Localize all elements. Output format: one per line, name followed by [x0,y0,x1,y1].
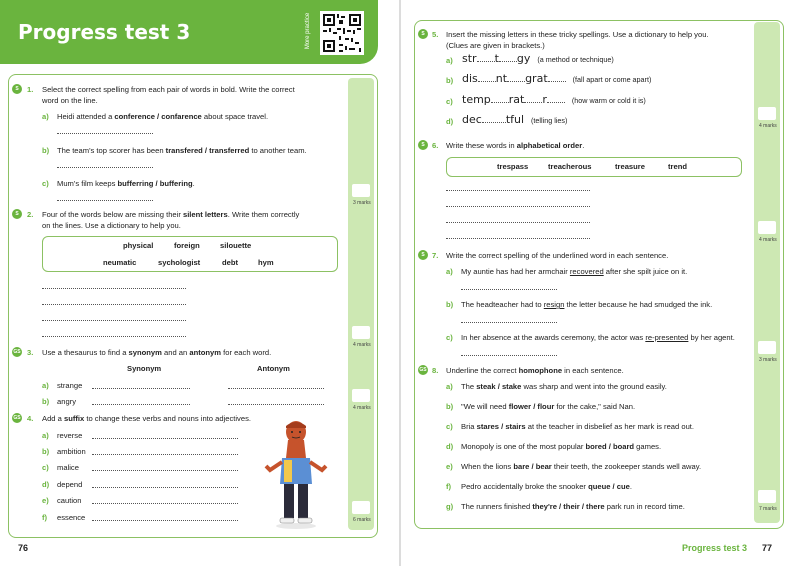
item-sentence[interactable]: The steak / stake was sharp and went into the ground easily. [461,382,667,391]
word-box [446,157,742,177]
skill-badge: S [12,209,22,219]
answer-line[interactable] [461,355,557,356]
word-chip: sychologist [158,258,201,267]
question-instruction: word on the line. [42,96,98,105]
item-letter: e) [446,462,453,471]
answer-line[interactable] [92,520,238,521]
item-sentence: The headteacher had to resign the letter because he had smudged the ink. [461,300,713,309]
question-instruction: Insert the missing letters in these tricky spellings. Use a dictionary to help you. [446,30,709,39]
antonym-answer-line[interactable] [228,388,324,389]
word-chip: foreign [174,241,200,250]
answer-line[interactable] [92,487,238,488]
item-letter: f) [42,513,48,522]
marks-label: 6 marks [353,517,371,523]
marks-label: 3 marks [353,200,371,206]
item-letter: f) [446,482,452,491]
question-instruction: Use a thesaurus to find a synonym and an antonym for each word. [42,348,272,357]
item-letter: c) [446,97,453,106]
answer-line[interactable] [92,503,238,504]
answer-line[interactable] [446,238,590,239]
marks-label: 4 marks [353,342,371,348]
item-letter: d) [42,480,50,489]
item-sentence[interactable]: The runners finished they're / their / there park run in record time. [461,502,685,511]
item-letter: b) [446,300,454,309]
item-letter: d) [446,442,454,451]
answer-line[interactable] [92,470,238,471]
item-letter: a) [42,381,49,390]
synonym-answer-line[interactable] [92,388,190,389]
answer-line[interactable] [42,288,186,289]
item-sentence: In her absence at the awards ceremony, the actor was re-presented by her agent. [461,333,735,342]
item-sentence: My auntie has had her armchair recovered after she spilt juice on it. [461,267,688,276]
marks-box[interactable] [352,184,370,197]
item-letter: b) [42,397,50,406]
item-letter: c) [42,179,49,188]
item-word: caution [57,496,82,505]
answer-line[interactable] [446,190,590,191]
answer-line[interactable] [461,322,557,323]
marks-label: 4 marks [759,123,777,129]
answer-line[interactable] [92,438,238,439]
item-letter: b) [42,146,50,155]
answer-line[interactable] [42,304,186,305]
item-letter: c) [446,422,453,431]
answer-line[interactable] [57,200,153,201]
skill-badge: S [418,140,428,150]
page-number-left: 76 [18,543,29,553]
question-instruction: Underline the correct homophone in each sentence. [446,366,624,375]
skill-badge: S [418,250,428,260]
marks-box[interactable] [352,389,370,402]
item-letter: b) [446,76,454,85]
question-number: 5. [432,30,439,39]
item-word: depend [57,480,83,489]
question-number: 4. [27,414,34,423]
item-sentence: The team's top scorer has been transfered / transferred to another team. [57,146,307,155]
marks-label: 4 marks [353,405,371,411]
marks-label: 4 marks [759,237,777,243]
right-marks-column [754,22,780,523]
item-sentence[interactable]: Pedro accidentally broke the snooker queue / cue. [461,482,632,491]
marks-box[interactable] [758,221,776,234]
item-letter: g) [446,502,454,511]
word-chip: neumatic [103,258,137,267]
word-chip: silouette [220,241,252,250]
word-chip: hym [258,258,274,267]
marks-label: 3 marks [759,357,777,363]
boy-illustration [262,418,330,530]
column-header-antonym: Antonym [257,364,290,373]
marks-box[interactable] [758,341,776,354]
question-instruction: on the lines. Use a dictionary to help you. [42,221,181,230]
word-chip: physical [123,241,154,250]
question-number: 6. [432,141,439,150]
item-letter: d) [446,117,454,126]
item-letter: e) [42,496,49,505]
question-number: 2. [27,210,34,219]
tricky-spelling: dec tful (telling lies) [462,113,568,126]
item-word: essence [57,513,86,522]
item-sentence[interactable]: When the lions bare / bear their teeth, the zookeeper stands well away. [461,462,702,471]
marks-box[interactable] [352,501,370,514]
question-instruction: Write these words in alphabetical order. [446,141,585,150]
column-header-synonym: Synonym [127,364,162,373]
skill-badge: GS [419,367,427,373]
skill-badge: S [418,29,428,39]
page-number-right: 77 [762,543,773,553]
item-sentence[interactable]: Bria stares / stairs at the teacher in disbelief as her mark is read out. [461,422,695,431]
antonym-answer-line[interactable] [228,404,324,405]
footer-title: Progress test 3 [682,543,748,553]
tricky-spelling: temp rat r (how warm or cold it is) [462,93,646,106]
answer-line[interactable] [461,289,557,290]
item-word: reverse [57,431,83,440]
answer-line[interactable] [446,206,590,207]
question-number: 3. [27,348,34,357]
item-letter: a) [446,267,453,276]
page-title: Progress test 3 [18,20,191,44]
item-letter: a) [446,56,453,65]
tricky-spelling: dis nt grat (fall apart or come apart) [462,72,652,85]
marks-box[interactable] [352,326,370,339]
item-letter: b) [42,447,50,456]
item-word: malice [57,463,79,472]
marks-box[interactable] [758,107,776,120]
item-letter: a) [446,382,453,391]
tricky-spelling: str t gy (a method or technique) [462,52,614,65]
question-number: 7. [432,251,439,260]
marks-box[interactable] [758,490,776,503]
word-chip: trespass [497,162,529,171]
item-letter: c) [42,463,49,472]
title-banner [0,0,378,64]
item-letter: c) [446,333,453,342]
item-letter: b) [446,402,454,411]
word-chip: treacherous [548,162,592,171]
answer-line[interactable] [42,320,186,321]
left-marks-column [348,78,374,530]
question-instruction: Add a suffix to change these verbs and nouns into adjectives. [42,414,251,423]
qr-label: More practice [305,12,312,50]
answer-line[interactable] [92,454,238,455]
question-number: 8. [432,366,439,375]
synonym-answer-line[interactable] [92,404,190,405]
question-instruction: Four of the words below are missing their silent letters. Write them correctly [42,210,300,219]
marks-label: 7 marks [759,506,777,512]
item-word: angry [57,397,76,406]
qr-code-icon[interactable] [320,11,364,55]
question-instruction: Select the correct spelling from each pair of words in bold. Write the correct [42,85,295,94]
page-gutter [399,0,401,566]
question-number: 1. [27,85,34,94]
item-letter: a) [42,112,49,121]
word-chip: trend [668,162,687,171]
item-sentence: Heidi attended a conference / confarence about space travel. [57,112,269,121]
item-word: ambition [57,447,86,456]
answer-line[interactable] [57,167,153,168]
answer-line[interactable] [42,336,186,337]
item-letter: a) [42,431,49,440]
answer-line[interactable] [57,133,153,134]
skill-badge: GS [13,349,21,355]
item-sentence[interactable]: "We will need flower / flour for the cake," said Nan. [461,402,636,411]
question-instruction: (Clues are given in brackets.) [446,41,545,50]
item-word: strange [57,381,83,390]
question-instruction: Write the correct spelling of the underlined word in each sentence. [446,251,669,260]
word-chip: debt [222,258,239,267]
skill-badge: GS [13,415,21,421]
item-sentence[interactable]: Monopoly is one of the most popular bored / board games. [461,442,662,451]
word-chip: treasure [615,162,645,171]
answer-line[interactable] [446,222,590,223]
item-sentence: Mum's film keeps bufferring / buffering. [57,179,195,188]
skill-badge: S [12,84,22,94]
